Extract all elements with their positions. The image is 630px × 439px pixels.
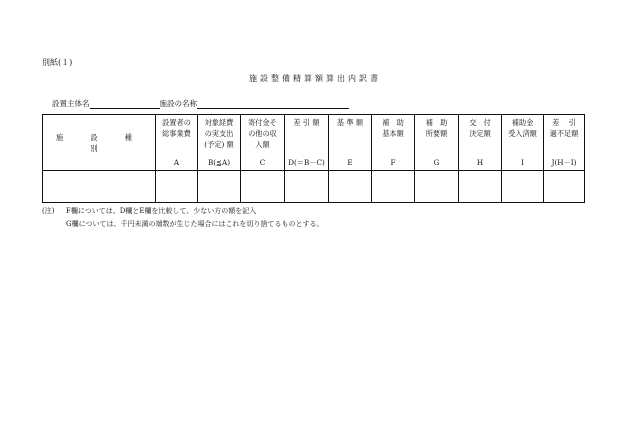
breakdown-table [42, 114, 585, 203]
col-grant-decision-amount: 交 付 決定額 H [459, 115, 502, 171]
entity-info-row [52, 98, 349, 109]
cell-a[interactable] [156, 171, 198, 203]
entity-name-label: 設置主体名 [52, 99, 90, 108]
col-donations-income: 寄付金そ の他の収 入額 C [241, 115, 285, 171]
cell-f[interactable] [372, 171, 415, 203]
note-text: G欄については、千円未満の端数が生じた場合にはこれを切り捨てるものとする。 [66, 220, 324, 228]
note-text: F欄については、D欄とE欄を比較して、少ない方の額を記入 [66, 207, 257, 215]
col-net-amount: 差 引 額 D(＝B－C) [285, 115, 329, 171]
entity-name-blank[interactable] [90, 99, 160, 109]
col-subsidy-base-amount: 補 助 基本額 F [372, 115, 415, 171]
notes [42, 205, 323, 231]
appendix-label: 別紙(１) [42, 58, 73, 67]
facility-name-label: 施設の名称 [159, 99, 197, 108]
note-line-2 [42, 218, 323, 231]
cell-facility-type[interactable] [43, 171, 156, 203]
cell-h[interactable] [459, 171, 502, 203]
cell-b[interactable] [198, 171, 241, 203]
cell-j[interactable] [544, 171, 585, 203]
cell-i[interactable] [502, 171, 544, 203]
cell-e[interactable] [329, 171, 372, 203]
note-prefix: (注) [42, 207, 55, 215]
table-header-row [43, 115, 585, 171]
document-title: 施設整備精算額算出内訳書 [249, 74, 381, 83]
cell-d[interactable] [285, 171, 329, 203]
col-actual-expenditure: 対象経費 の実支出 (予定) 額 B(≦A) [198, 115, 241, 171]
col-facility-type: 施 設 種 別 [43, 115, 156, 171]
cell-g[interactable] [415, 171, 459, 203]
table-row [43, 171, 585, 203]
col-subsidy-required-amount: 補 助 所要額 G [415, 115, 459, 171]
note-line-1 [42, 205, 323, 218]
col-subsidy-received-amount: 補助金 受入済額 I [502, 115, 544, 171]
col-total-project-cost: 設置者の 総事業費 A [156, 115, 198, 171]
cell-c[interactable] [241, 171, 285, 203]
col-standard-amount: 基 準 額 E [329, 115, 372, 171]
col-net-excess-deficiency: 差 引 過不足額 J(H－I) [544, 115, 585, 171]
facility-name-blank[interactable] [197, 99, 349, 109]
